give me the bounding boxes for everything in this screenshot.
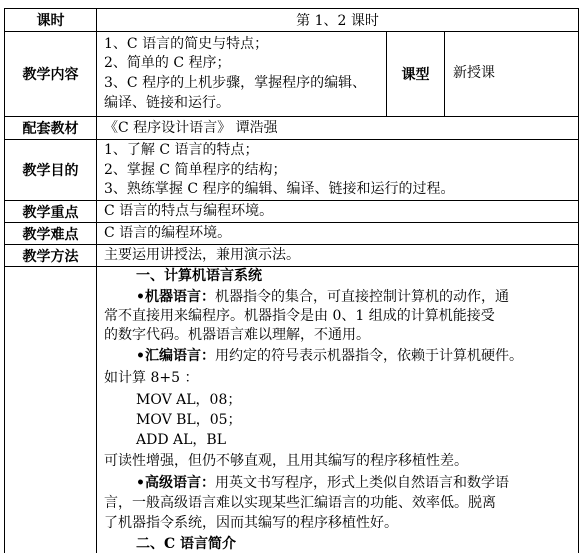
high-level-language-line: 了机器指令系统，因而其编写的程序移植性好。 <box>104 515 398 531</box>
goals-label: 教学目的 <box>22 163 79 179</box>
high-level-language-line: 言，一般高级语言难以实现某些汇编语言的功能、效率低。脱离 <box>104 495 496 511</box>
content-item: 2、简单的 C 程序； <box>104 55 231 71</box>
method-value: 主要运用讲授法，兼用演示法。 <box>104 247 300 263</box>
content-item: 1、C 语言的简史与特点； <box>104 36 269 52</box>
lesson-type-value: 新授课 <box>453 65 495 81</box>
key-point-value: C 语言的特点与编程环境。 <box>104 203 274 219</box>
lesson-type-label: 课型 <box>401 67 430 83</box>
assembly-language-text: 用约定的符号表示机器指令，依赖于计算机硬件。 <box>214 348 523 364</box>
assembly-code-line: MOV AL，08； <box>136 392 242 408</box>
machine-language-text: 机器指令的集合，可直接控制计算机的动作，通 <box>214 289 509 305</box>
assembly-example-intro: 如计算 8+5 ： <box>104 370 199 386</box>
class-hours-label: 课时 <box>36 13 65 29</box>
goal-item: 3、熟练掌握 C 程序的编辑、编译、链接和运行的过程。 <box>104 181 455 197</box>
assembly-note: 可读性增强，但仍不够直观，且用其编写的程序移植性差。 <box>104 453 468 469</box>
method-label: 教学方法 <box>22 248 79 265</box>
machine-language-paragraph <box>136 287 509 307</box>
textbook-value: 《C 程序设计语言》 谭浩强 <box>104 120 278 136</box>
section-title: 一、计算机语言系统 <box>136 268 262 284</box>
class-hours-value: 第 1、2 课时 <box>296 13 379 29</box>
machine-language-term: •机器语言： <box>136 289 215 305</box>
high-level-language-text: 用英文书写程序，形式上类似自然语言和数学语 <box>214 475 509 491</box>
assembly-code-line: ADD AL，BL <box>136 432 227 448</box>
goal-item: 1、了解 C 语言的特点； <box>104 142 259 158</box>
table-rule <box>578 8 579 553</box>
table-rule <box>4 266 579 267</box>
high-level-language-paragraph <box>136 473 509 493</box>
difficulty-value: C 语言的编程环境。 <box>104 225 232 241</box>
table-rule <box>96 8 97 553</box>
section-title: 二、C 语言简介 <box>136 536 237 552</box>
assembly-language-term: •汇编语言： <box>136 348 215 364</box>
table-rule <box>444 31 445 116</box>
key-point-label: 教学重点 <box>22 204 79 221</box>
textbook-label: 配套教材 <box>22 121 79 137</box>
machine-language-line: 的数字代码。机器语言难以理解，不通用。 <box>104 327 370 343</box>
assembly-code-line: MOV BL，05； <box>136 412 242 428</box>
machine-language-line: 常不直接用来编程序。机器指令是由 0、1 组成的计算机能接受 <box>104 308 495 324</box>
high-level-language-term: •高级语言： <box>136 475 215 491</box>
content-item: 编译、链接和运行。 <box>104 95 230 111</box>
content-label: 教学内容 <box>22 67 79 83</box>
difficulty-label: 教学难点 <box>22 226 79 243</box>
content-item: 3、C 程序的上机步骤，掌握程序的编辑、 <box>104 75 367 91</box>
assembly-language-paragraph <box>136 346 523 366</box>
goal-item: 2、掌握 C 简单程序的结构； <box>104 162 287 178</box>
